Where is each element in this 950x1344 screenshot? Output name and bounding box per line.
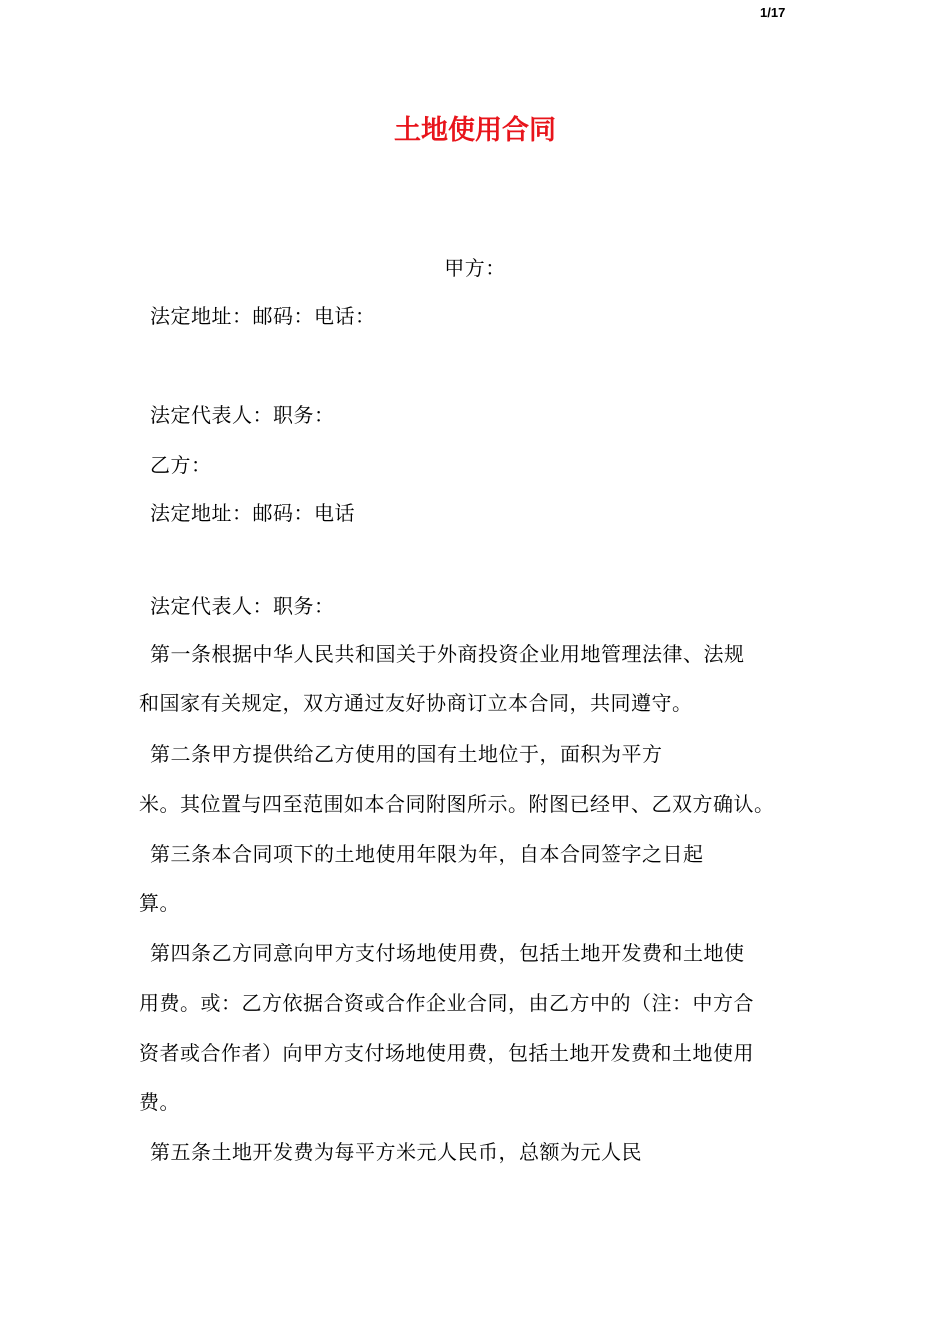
article-4-line-4: 费。 bbox=[139, 1090, 180, 1114]
party-a-representative-line: 法定代表人：职务： bbox=[150, 403, 335, 427]
page-number: 1/17 bbox=[760, 5, 786, 20]
party-b-representative-line: 法定代表人：职务： bbox=[150, 594, 335, 618]
document-title: 土地使用合同 bbox=[394, 115, 556, 146]
article-3-line-1: 第三条本合同项下的土地使用年限为年，自本合同签字之日起 bbox=[150, 842, 704, 866]
article-4-line-1: 第四条乙方同意向甲方支付场地使用费，包括土地开发费和土地使 bbox=[150, 941, 745, 965]
party-a-label: 甲方： bbox=[444, 256, 506, 280]
party-b-address-line: 法定地址：邮码：电话 bbox=[150, 501, 355, 525]
article-2-line-1: 第二条甲方提供给乙方使用的国有土地位于，面积为平方 bbox=[150, 742, 663, 766]
article-1-line-2: 和国家有关规定，双方通过友好协商订立本合同，共同遵守。 bbox=[139, 691, 693, 715]
party-a-address-line: 法定地址：邮码：电话： bbox=[150, 304, 376, 328]
party-b-label: 乙方： bbox=[150, 453, 212, 477]
article-3-line-2: 算。 bbox=[139, 891, 180, 915]
article-2-line-2: 米。其位置与四至范围如本合同附图所示。附图已经甲、乙双方确认。 bbox=[139, 792, 775, 816]
article-5-line-1: 第五条土地开发费为每平方米元人民币，总额为元人民 bbox=[150, 1140, 642, 1164]
article-4-line-3: 资者或合作者）向甲方支付场地使用费，包括土地开发费和土地使用 bbox=[139, 1041, 754, 1065]
article-4-line-2: 用费。或：乙方依据合资或合作企业合同，由乙方中的（注：中方合 bbox=[139, 991, 754, 1015]
article-1-line-1: 第一条根据中华人民共和国关于外商投资企业用地管理法律、法规 bbox=[150, 642, 745, 666]
